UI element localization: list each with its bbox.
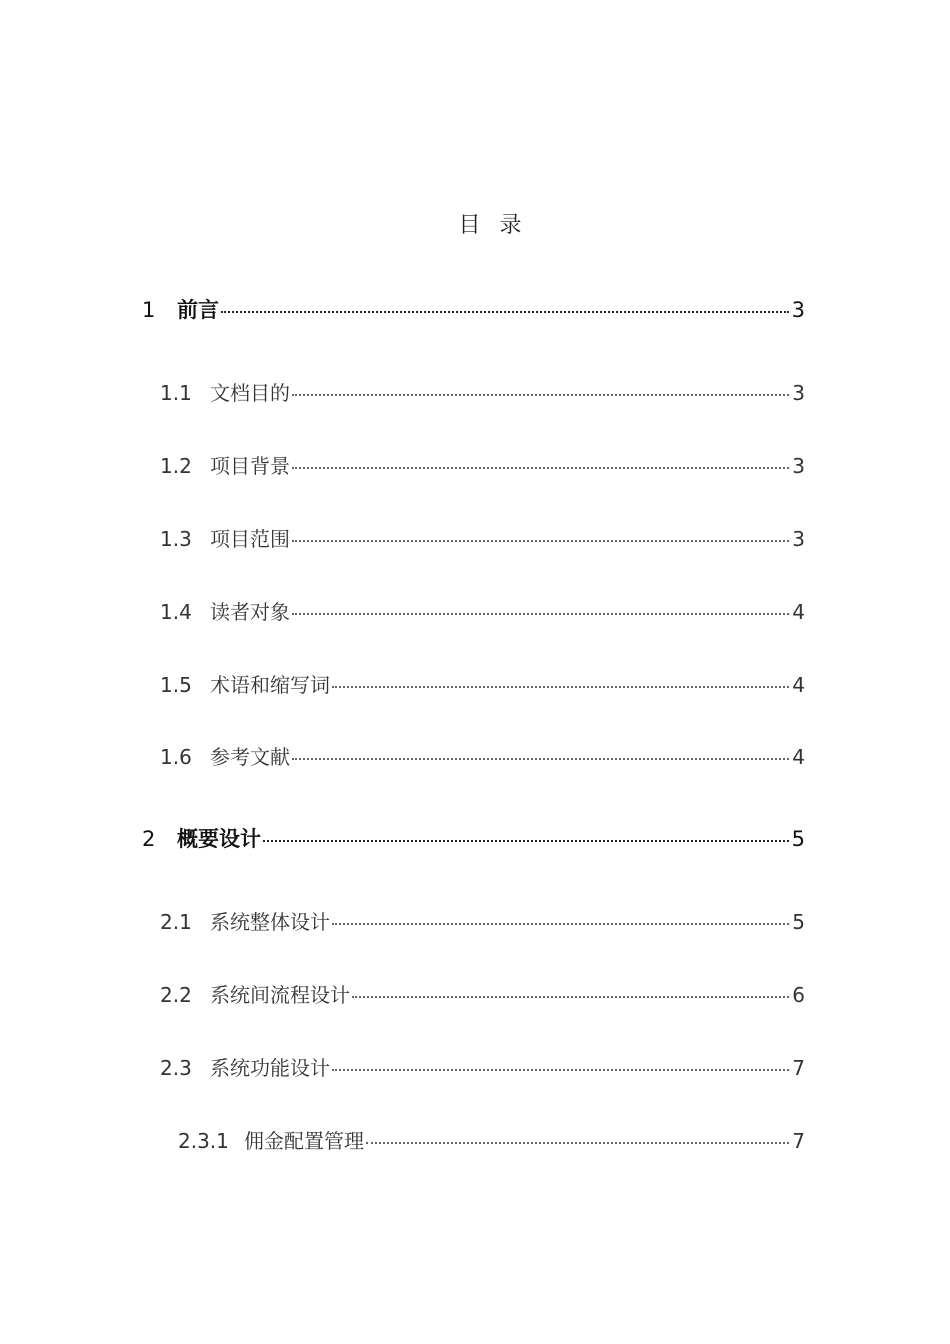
toc-dot-leader xyxy=(332,1069,789,1071)
toc-entry-1-5[interactable] xyxy=(160,669,805,698)
toc-entry-2-2[interactable] xyxy=(160,979,805,1008)
toc-entry-title: 参考文献 xyxy=(210,745,290,769)
toc-entry-1-4[interactable] xyxy=(160,596,805,625)
toc-entry-title: 前言 xyxy=(177,298,219,322)
toc-entry-2-3-1[interactable] xyxy=(178,1125,805,1154)
toc-entry-2[interactable] xyxy=(142,823,805,853)
toc-dot-leader xyxy=(332,686,789,688)
toc-entry-number: 2 xyxy=(142,827,156,851)
toc-entry-number: 1.6 xyxy=(160,745,192,769)
toc-entry-number: 2.1 xyxy=(160,910,192,934)
toc-entry-page: 3 xyxy=(792,527,805,551)
toc-entry-page: 3 xyxy=(791,298,805,322)
toc-dot-leader xyxy=(292,758,789,760)
toc-entry-2-1[interactable] xyxy=(160,906,805,935)
toc-entry-page: 7 xyxy=(792,1129,805,1153)
toc-entry-page: 5 xyxy=(792,910,805,934)
toc-entry-number: 2.2 xyxy=(160,983,192,1007)
toc-dot-leader xyxy=(332,923,789,925)
toc-entry-title: 系统功能设计 xyxy=(210,1056,330,1080)
toc-entry-title: 系统整体设计 xyxy=(210,910,330,934)
toc-entry-page: 5 xyxy=(791,827,805,851)
toc-entry-page: 3 xyxy=(792,381,805,405)
toc-dot-leader xyxy=(292,467,789,469)
toc-entry-1-3[interactable] xyxy=(160,523,805,552)
toc-entry-page: 6 xyxy=(792,983,805,1007)
toc-entry-1-6[interactable] xyxy=(160,741,805,770)
toc-entry-number: 1.4 xyxy=(160,600,192,624)
toc-dot-leader xyxy=(292,613,789,615)
toc-entry-number: 1.1 xyxy=(160,381,192,405)
toc-entry-number: 1.5 xyxy=(160,673,192,697)
toc-dot-leader xyxy=(366,1142,789,1144)
toc-dot-leader xyxy=(292,394,789,396)
toc-entry-page: 4 xyxy=(792,745,805,769)
toc-entry-2-3[interactable] xyxy=(160,1052,805,1081)
toc-dot-leader xyxy=(292,540,789,542)
toc-entry-title: 文档目的 xyxy=(210,381,290,405)
toc-entry-number: 1 xyxy=(142,298,156,322)
toc-entry-title: 术语和缩写词 xyxy=(210,673,330,697)
toc-entry-number: 2.3 xyxy=(160,1056,192,1080)
toc-entry-1-2[interactable] xyxy=(160,450,805,479)
toc-entry-page: 3 xyxy=(792,454,805,478)
toc-dot-leader xyxy=(221,311,789,313)
toc-entry-number: 1.2 xyxy=(160,454,192,478)
toc-entry-1[interactable] xyxy=(142,294,805,324)
toc-entry-title: 系统间流程设计 xyxy=(210,983,350,1007)
toc-entry-title: 项目背景 xyxy=(210,454,290,478)
toc-entry-1-1[interactable] xyxy=(160,377,805,406)
toc-entry-title: 概要设计 xyxy=(177,827,261,851)
toc-entry-title: 佣金配置管理 xyxy=(244,1129,364,1153)
toc-dot-leader xyxy=(352,996,789,998)
toc-entry-number: 1.3 xyxy=(160,527,192,551)
toc-dot-leader xyxy=(263,840,789,842)
toc-entry-page: 7 xyxy=(792,1056,805,1080)
toc-entry-page: 4 xyxy=(792,600,805,624)
toc-entry-number: 2.3.1 xyxy=(178,1129,229,1153)
toc-entry-page: 4 xyxy=(792,673,805,697)
toc-entry-title: 项目范围 xyxy=(210,527,290,551)
toc-entry-title: 读者对象 xyxy=(210,600,290,624)
toc-title: 目 录 xyxy=(458,213,528,238)
